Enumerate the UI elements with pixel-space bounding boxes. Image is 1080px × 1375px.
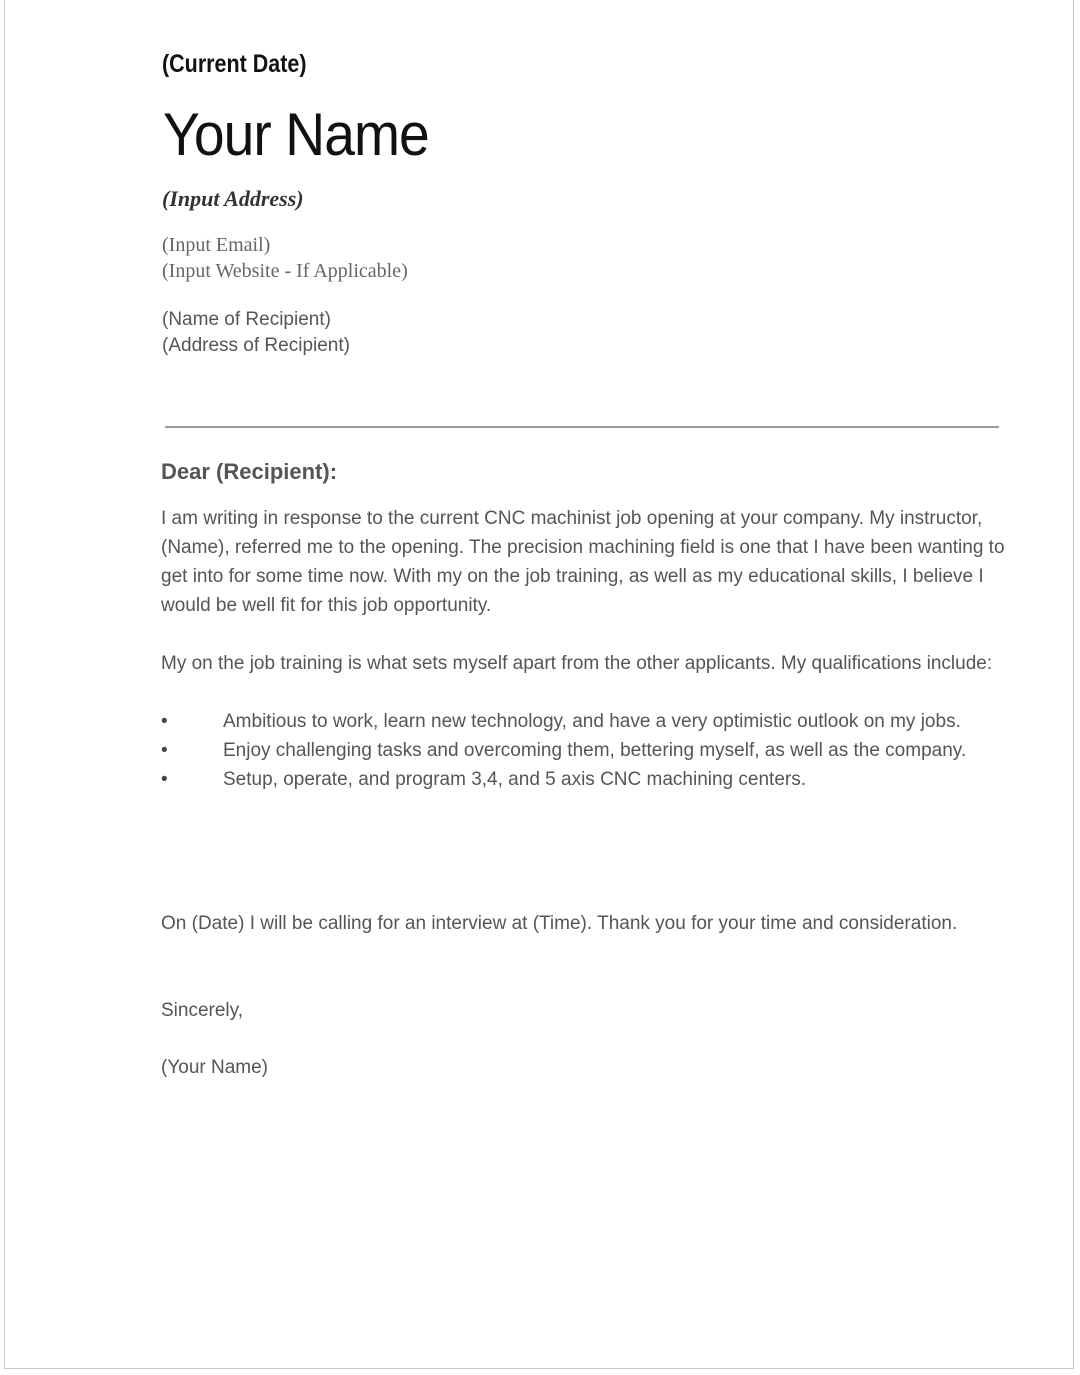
list-item (161, 736, 1011, 765)
list-item (161, 707, 1011, 736)
paragraph-intro: I am writing in response to the current CNC machinist job opening at your company. My instructor, (Name), referred me to the opening. The precision machining field is one that I have been wanting to get into for some time now. With my on the job training, as well as my educational skills, I believe I would be well fit for this job opportunity. (161, 508, 1005, 616)
recipient-name: (Name of Recipient) (162, 309, 331, 330)
bullet-icon: • (161, 711, 168, 732)
recipient-address: (Address of Recipient) (162, 335, 350, 356)
bullet-icon: • (161, 769, 168, 790)
qualifications-list (161, 707, 1011, 794)
paragraph-qualifications-intro: My on the job training is what sets myself apart from the other applicants. My qualifications include: (161, 653, 993, 674)
bullet-icon: • (161, 740, 168, 761)
list-item-text: Enjoy challenging tasks and overcoming them, bettering myself, as well as the company. (223, 740, 967, 761)
closing: Sincerely, (161, 1000, 244, 1021)
sender-website: (Input Website - If Applicable) (162, 260, 408, 282)
sender-address: (Input Address) (162, 186, 304, 211)
list-item-text: Ambitious to work, learn new technology, and have a very optimistic outlook on my jobs. (223, 711, 961, 732)
salutation: Dear (Recipient): (161, 459, 338, 484)
sender-name-heading: Your Name (163, 101, 429, 168)
document-page (4, 0, 1074, 1369)
signature: (Your Name) (161, 1057, 269, 1078)
header-divider (165, 426, 999, 428)
sender-email: (Input Email) (162, 234, 271, 256)
list-item (161, 765, 1011, 794)
current-date: (Current Date) (162, 50, 307, 78)
list-item-text: Setup, operate, and program 3,4, and 5 axis CNC machining centers. (223, 769, 806, 790)
paragraph-closing: On (Date) I will be calling for an interview at (Time). Thank you for your time and consideration. (161, 913, 958, 934)
